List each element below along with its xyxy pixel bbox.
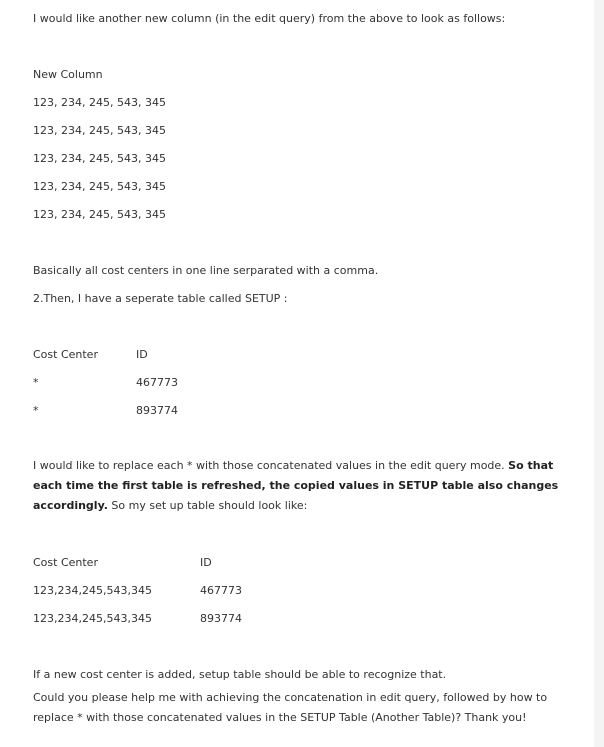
intro-text: I would like another new column (in the edit query) from the above to look as follows: bbox=[33, 12, 506, 25]
new-column-header: New Column bbox=[33, 68, 103, 81]
setup-cell-id: 893774 bbox=[136, 404, 178, 417]
basically-text: Basically all cost centers in one line serparated with a comma. bbox=[33, 264, 379, 277]
replace-paragraph bbox=[33, 456, 581, 516]
setup-cell-id: 467773 bbox=[136, 376, 178, 389]
replace-text-bold: So that each time the first table is refreshed, the copied values in SETUP table also changes accordingly. bbox=[33, 459, 559, 512]
new-cost-center-text: If a new cost center is added, setup table should be able to recognize that. bbox=[33, 668, 447, 681]
result-cell-cost-center: 123,234,245,543,345 bbox=[33, 584, 152, 597]
result-cell-id: 893774 bbox=[200, 612, 242, 625]
result-header-cost-center: Cost Center bbox=[33, 556, 98, 569]
result-header-id: ID bbox=[200, 556, 212, 569]
replace-text-part2: So my set up table should look like: bbox=[107, 499, 308, 512]
setup-header-cost-center: Cost Center bbox=[33, 348, 98, 361]
new-column-row: 123, 234, 245, 543, 345 bbox=[33, 152, 166, 165]
new-column-row: 123, 234, 245, 543, 345 bbox=[33, 124, 166, 137]
result-cell-id: 467773 bbox=[200, 584, 242, 597]
setup-cell-cost-center: * bbox=[33, 404, 39, 417]
setup-header-id: ID bbox=[136, 348, 148, 361]
setup-cell-cost-center: * bbox=[33, 376, 39, 389]
new-column-row: 123, 234, 245, 543, 345 bbox=[33, 180, 166, 193]
step2-text: 2.Then, I have a seperate table called SETUP : bbox=[33, 292, 288, 305]
replace-text-part1: I would like to replace each * with those concatenated values in the edit query mode. bbox=[33, 459, 509, 472]
scrollbar[interactable] bbox=[594, 0, 604, 747]
result-cell-cost-center: 123,234,245,543,345 bbox=[33, 612, 152, 625]
new-column-row: 123, 234, 245, 543, 345 bbox=[33, 96, 166, 109]
closing-text: Could you please help me with achieving the concatenation in edit query, followed by how to replace * with those concatenated values in the SETUP Table (Another Table)? Thank you! bbox=[33, 691, 548, 724]
new-column-row: 123, 234, 245, 543, 345 bbox=[33, 208, 166, 221]
